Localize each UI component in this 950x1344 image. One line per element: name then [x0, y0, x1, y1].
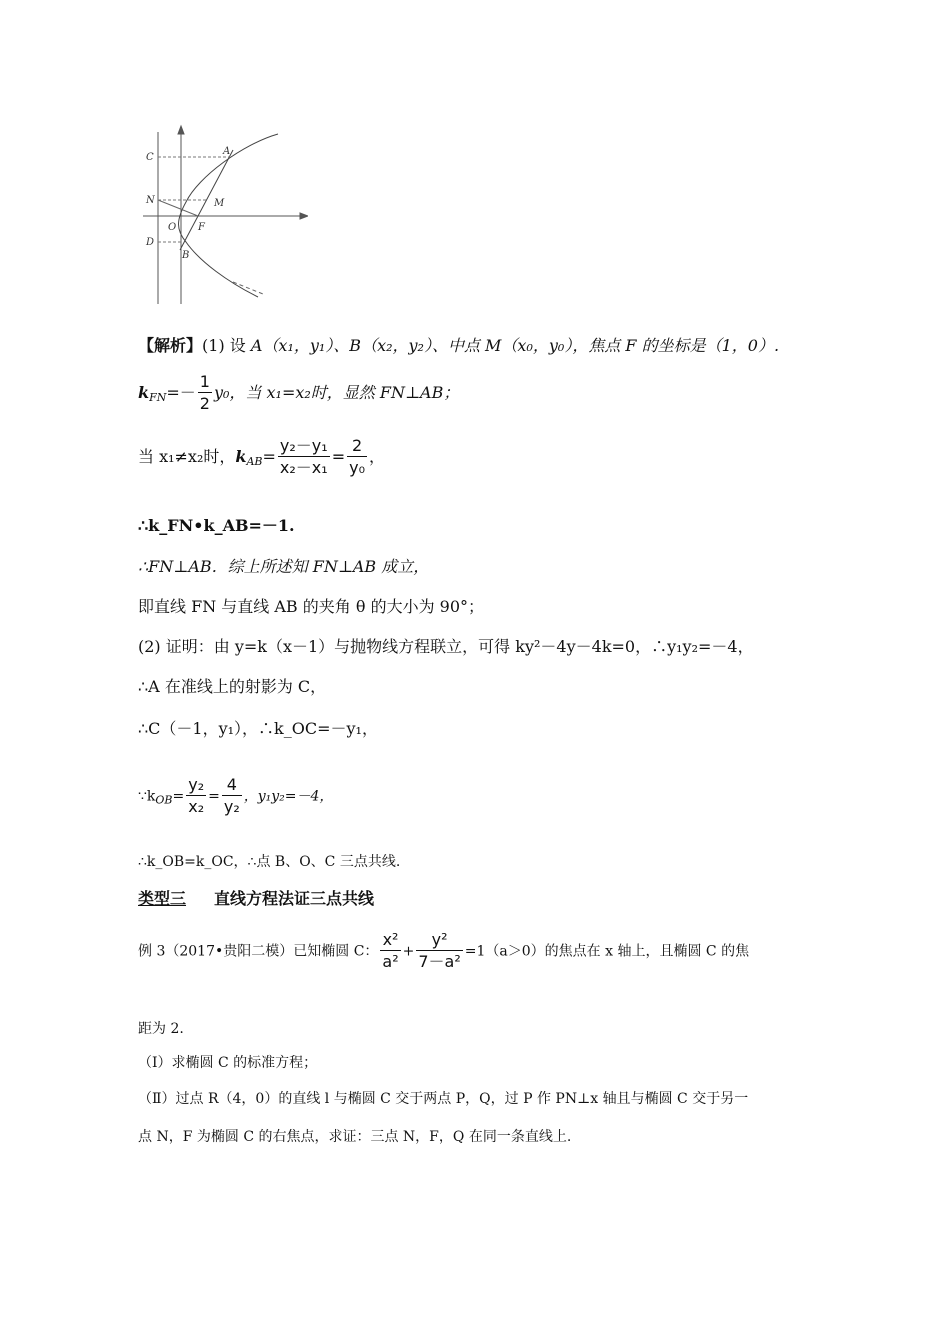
fraction-2-over-y0: $\frac{2}{\text{y₀}}$ [349, 436, 365, 477]
label-o: O [168, 222, 177, 233]
x-axis-arrow [300, 213, 308, 219]
fraction-4-y2: $\frac{4}{\text{y₂}}$ [223, 775, 240, 816]
section-title [138, 888, 374, 910]
fraction-y2-x2: $\frac{\text{y₂}}{\text{x₂}}$ [188, 775, 205, 816]
label-c: C [146, 152, 154, 163]
solution-line-3: 当 x₁≠x₂时，$k_{AB}=$ $\frac{\text{y₂－y₁}}{\text{x₂－x₁}}$ = $\frac{2}{\text{y₀}}$ ， [138, 436, 385, 477]
solution-line-6: 即直线 FN 与直线 AB 的夹角 θ 的大小为 90°； [138, 597, 485, 616]
solution-line-4: ∴k_FN•k_AB=－1. [138, 516, 295, 535]
solution-line-5: ∴FN⊥AB．综上所述知 FN⊥AB 成立， [138, 557, 430, 576]
example-line-1: 例 3（2017•贵阳二模）已知椭圆 C： $\frac{\text{x²}}{\text{a²}}$ + $\frac{\text{y²}}{\text{7－a²}}$ =1（a＞0）的焦点在 x 轴上，且椭圆 C 的焦 [138, 930, 750, 971]
label-b: B [182, 250, 190, 261]
solution-line-10: $\because k_{OB}=$ $\frac{\text{y₂}}{\text{x₂}}$ = $\frac{4}{\text{y₂}}$ ，y₁y₂=－4， [138, 775, 334, 816]
solution-line-2: $k_{FN}=-$ $\frac{1}{2}$ y₀，当 x₁=x₂时，显然 FN⊥AB； [138, 372, 460, 413]
solution-line-11: ∴k_OB=k_OC，∴点 B、O、C 三点共线. [138, 854, 401, 870]
line-fn [158, 200, 198, 216]
label-a: A [223, 146, 231, 157]
label-f: F [198, 222, 205, 233]
fraction-y2-7a2: $\frac{\text{y²}}{\text{7－a²}}$ [418, 930, 461, 971]
fraction-slope: $\frac{\text{y₂－y₁}}{\text{x₂－x₁}}$ [279, 436, 328, 477]
solution-line-7: (2) 证明：由 y=k（x－1）与抛物线方程联立，可得 ky²－4y－4k=0，∴y₁y₂=－4， [138, 637, 754, 656]
solution-tag: 【解析】 [138, 336, 203, 355]
label-d: D [146, 237, 155, 248]
solution-line-8: ∴A 在准线上的射影为 C， [138, 677, 327, 696]
solution-line-1: 【解析】(1) 设 A（x₁，y₁）、B（x₂，y₂）、中点 M（x₀，y₀），焦点 F 的坐标是（1，0）. [138, 336, 780, 355]
section-type-title: 直线方程法证三点共线 [214, 889, 375, 908]
fraction-half: $\frac{1}{2}$ [199, 372, 210, 413]
example-question-2a: （Ⅱ）过点 R（4，0）的直线 l 与椭圆 C 交于两点 P，Q，过 P 作 PN⊥x 轴且与椭圆 C 交于另一 [138, 1091, 749, 1107]
label-n: N [146, 195, 155, 206]
example-line-2: 距为 2. [138, 1021, 184, 1037]
chord-ab [180, 150, 233, 250]
example-question-2b: 点 N，F 为椭圆 C 的右焦点，求证：三点 N，F，Q 在同一条直线上. [138, 1129, 572, 1145]
section-type-label: 类型三 [138, 889, 187, 908]
parabola-figure [138, 122, 308, 304]
solution-line-9: ∴C（－1，y₁），∴k_OC=－y₁， [138, 719, 378, 738]
y-axis-arrow [178, 126, 184, 134]
label-m: M [214, 198, 225, 209]
example-question-1: （Ⅰ）求椭圆 C 的标准方程； [138, 1055, 318, 1071]
fraction-x2-a2: $\frac{\text{x²}}{\text{a²}}$ [382, 930, 399, 971]
